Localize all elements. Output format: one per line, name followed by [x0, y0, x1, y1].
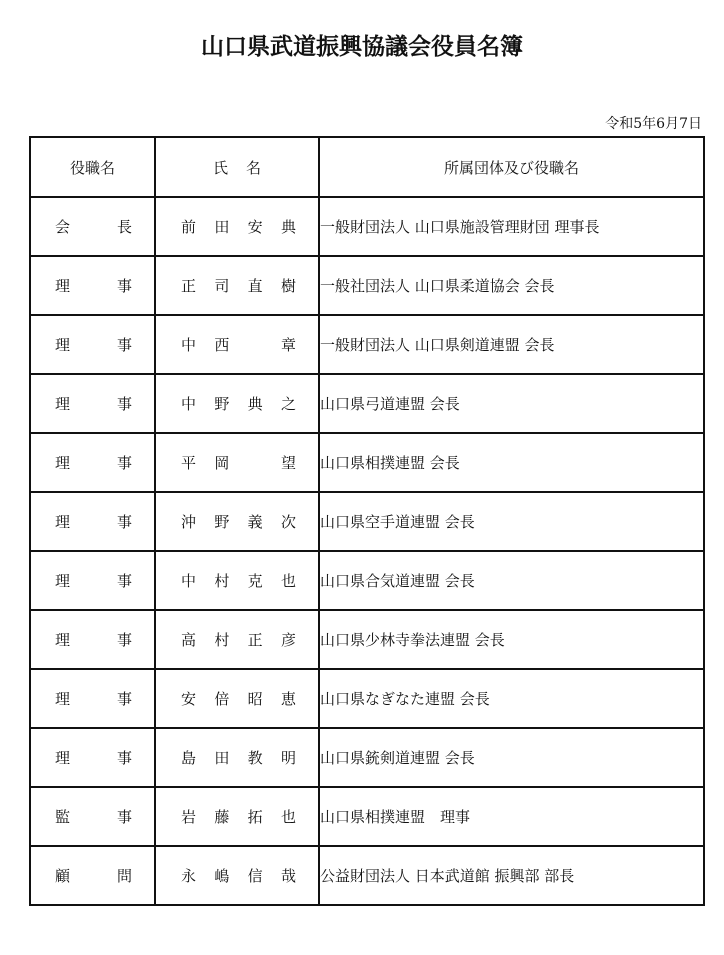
officer-name-char: 藤: [214, 808, 230, 826]
header-name: [155, 137, 319, 197]
officer-name: [155, 492, 319, 551]
officer-role-char: 事: [116, 749, 132, 767]
officer-role-char: 顧: [55, 867, 71, 885]
officer-name-char: 教: [247, 749, 263, 767]
officer-name-char: 樹: [280, 277, 296, 295]
officer-role-char: 理: [55, 749, 71, 767]
officer-name-char: 之: [280, 395, 296, 413]
officer-organization: 一般財団法人 山口県施設管理財団 理事長: [319, 197, 704, 256]
officer-organization: 山口県なぎなた連盟 会長: [319, 669, 704, 728]
officer-name-char: 野: [214, 513, 230, 531]
officer-organization: 一般財団法人 山口県剣道連盟 会長: [319, 315, 704, 374]
officer-role-char: 理: [55, 513, 71, 531]
officer-name-char: 安: [247, 218, 263, 236]
officer-role-char: 会: [55, 218, 71, 236]
officer-name-char: 永: [181, 867, 197, 885]
officer-role-char: 事: [116, 572, 132, 590]
officer-name-char: 恵: [280, 690, 296, 708]
header-name-family: 氏: [212, 158, 228, 177]
officer-name-char: 克: [247, 572, 263, 590]
officer-name: [155, 433, 319, 492]
table-row: [30, 846, 704, 905]
document-title: 山口県武道振興協議会役員名簿: [201, 33, 523, 60]
officer-name-char: 信: [247, 867, 263, 885]
officer-role-char: 事: [116, 631, 132, 649]
officer-name-char: 次: [280, 513, 296, 531]
officer-name-char: 平: [181, 454, 197, 472]
officer-name-char: 田: [214, 218, 230, 236]
officer-name-char: 司: [214, 277, 230, 295]
officer-name-char: 義: [247, 513, 263, 531]
officer-name-char: 拓: [247, 808, 263, 826]
officer-name-char: 嶋: [214, 867, 230, 885]
officer-role: [30, 669, 155, 728]
officer-roster-table: [29, 136, 705, 906]
officer-name-char: 哉: [280, 867, 296, 885]
officer-name-char: 昭: [247, 690, 263, 708]
officer-role-char: 事: [116, 690, 132, 708]
officer-role: [30, 551, 155, 610]
officer-name-char: 望: [280, 454, 296, 472]
officer-organization: 山口県銃剣道連盟 会長: [319, 728, 704, 787]
officer-name: [155, 846, 319, 905]
officer-name-char: 西: [214, 336, 230, 354]
officer-name: [155, 197, 319, 256]
header-org: 所属団体及び役職名: [319, 137, 704, 197]
officer-name: [155, 315, 319, 374]
officer-role-char: 事: [116, 336, 132, 354]
officer-name: [155, 669, 319, 728]
officer-role-char: 理: [55, 395, 71, 413]
table-row: [30, 492, 704, 551]
officer-name-char: 岡: [214, 454, 230, 472]
officer-role: [30, 610, 155, 669]
table-row: [30, 256, 704, 315]
officer-name-char: 中: [181, 572, 197, 590]
officer-name: [155, 374, 319, 433]
officer-organization: 山口県相撲連盟 理事: [319, 787, 704, 846]
officer-name-char: 也: [280, 572, 296, 590]
table-row: [30, 374, 704, 433]
officer-role-char: 理: [55, 572, 71, 590]
table-row: [30, 551, 704, 610]
officer-name-char: 倍: [214, 690, 230, 708]
officer-organization: 一般社団法人 山口県柔道協会 会長: [319, 256, 704, 315]
officer-role-char: 事: [116, 395, 132, 413]
officer-name-char: 中: [181, 336, 197, 354]
table-row: [30, 197, 704, 256]
document-date: 令和5年6月7日: [605, 116, 702, 132]
officer-name: [155, 610, 319, 669]
officer-role: [30, 315, 155, 374]
officer-name-char: 正: [181, 277, 197, 295]
officer-name-char: 前: [181, 218, 197, 236]
officer-role: [30, 256, 155, 315]
officer-name-char: 高: [181, 631, 197, 649]
officer-role: [30, 728, 155, 787]
officer-role: [30, 197, 155, 256]
table-row: [30, 728, 704, 787]
officer-organization: 公益財団法人 日本武道館 振興部 部長: [319, 846, 704, 905]
officer-role-char: 事: [116, 454, 132, 472]
officer-name-char: 村: [214, 572, 230, 590]
officer-name: [155, 551, 319, 610]
header-role: 役職名: [30, 137, 155, 197]
table-row: [30, 610, 704, 669]
officer-organization: 山口県少林寺拳法連盟 会長: [319, 610, 704, 669]
officer-role: [30, 374, 155, 433]
officer-name-char: 安: [181, 690, 197, 708]
table-row: [30, 669, 704, 728]
table-row: [30, 433, 704, 492]
officer-role-char: 長: [116, 218, 132, 236]
officer-role-char: 理: [55, 336, 71, 354]
officer-name-char: 岩: [181, 808, 197, 826]
officer-name-char: 彦: [280, 631, 296, 649]
officer-name-char: 典: [280, 218, 296, 236]
officer-name-char: 章: [280, 336, 296, 354]
officer-name-char: 明: [280, 749, 296, 767]
officer-role-char: 問: [116, 867, 132, 885]
officer-role-char: 理: [55, 277, 71, 295]
officer-name: [155, 256, 319, 315]
officer-name-char: 典: [247, 395, 263, 413]
officer-role: [30, 433, 155, 492]
officer-name-char: 也: [280, 808, 296, 826]
officer-organization: 山口県相撲連盟 会長: [319, 433, 704, 492]
officer-role: [30, 492, 155, 551]
table-row: [30, 787, 704, 846]
officer-name-char: 正: [247, 631, 263, 649]
officer-role: [30, 846, 155, 905]
officer-organization: 山口県空手道連盟 会長: [319, 492, 704, 551]
officer-role-char: 事: [116, 513, 132, 531]
officer-name-char: 中: [181, 395, 197, 413]
officer-name-char: 島: [181, 749, 197, 767]
officer-role-char: 理: [55, 454, 71, 472]
officer-role-char: 事: [116, 277, 132, 295]
officer-name: [155, 728, 319, 787]
officer-name-char: 野: [214, 395, 230, 413]
officer-name: [155, 787, 319, 846]
officer-organization: 山口県合気道連盟 会長: [319, 551, 704, 610]
officer-role: [30, 787, 155, 846]
table-row: [30, 315, 704, 374]
officer-role-char: 理: [55, 690, 71, 708]
officer-name-char: 田: [214, 749, 230, 767]
table-header-row: [30, 137, 704, 197]
table-body: [30, 197, 704, 905]
officer-name-char: 沖: [181, 513, 197, 531]
officer-role-char: 理: [55, 631, 71, 649]
officer-name-char: 村: [214, 631, 230, 649]
officer-organization: 山口県弓道連盟 会長: [319, 374, 704, 433]
officer-role-char: 事: [116, 808, 132, 826]
officer-role-char: 監: [55, 808, 71, 826]
officer-name-char: 直: [247, 277, 263, 295]
header-name-given: 名: [246, 158, 262, 177]
